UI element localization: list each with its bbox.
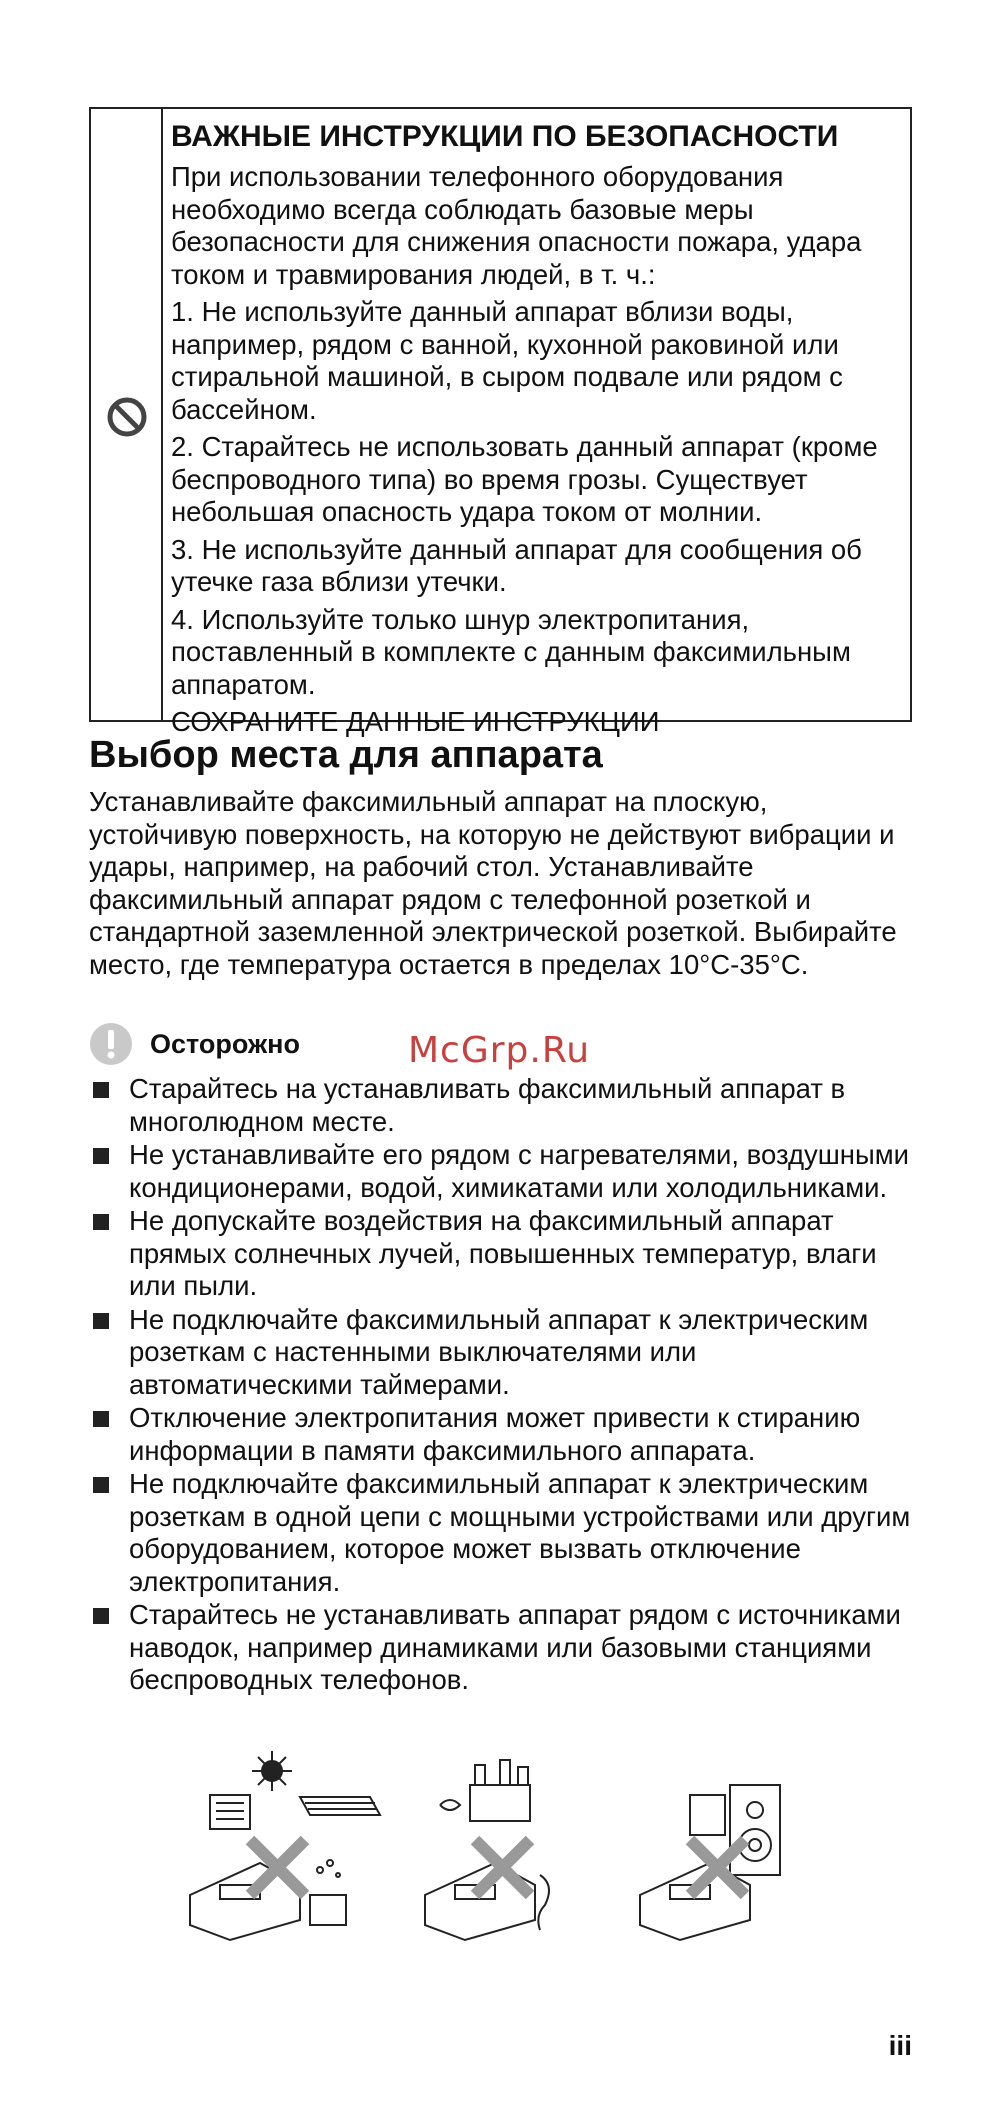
- caution-list: [89, 1073, 919, 1698]
- placement-illustration: [170, 1745, 830, 1945]
- list-item: Не подключайте факсимильный аппарат к электрическим розеткам в одной цепи с мощными устройствами или другим оборудованием, которое может вызвать отключение электропитания.: [89, 1468, 919, 1598]
- safety-paragraph: При использовании телефонного оборудования необходимо всегда соблюдать базовые меры безопасности для снижения опасности пожара, удара током и травмирования людей, в т. ч.:: [171, 161, 862, 290]
- list-item: Не подключайте факсимильный аппарат к электрическим розеткам с настенными выключателями или автоматическими таймерами.: [89, 1304, 919, 1402]
- safety-instructions-box: [89, 107, 912, 737]
- square-bullet-icon: [93, 1148, 109, 1164]
- square-bullet-icon: [93, 1082, 109, 1098]
- section-title: Выбор места для аппарата: [89, 734, 603, 776]
- section-intro: Устанавливайте факсимильный аппарат на плоскую, устойчивую поверхность, на которую не действуют вибрации и удары, например, на рабочий стол. Устанавливайте факсимильный аппарат рядом с телефонной розеткой и стандартной заземленной электрической розеткой. Выбирайте место, где температура остается в пределах 10°C-35°C.: [89, 786, 897, 980]
- list-item: Старайтесь на устанавливать факсимильный аппарат в многолюдном месте.: [89, 1073, 919, 1138]
- square-bullet-icon: [93, 1214, 109, 1230]
- safety-icon-column: [91, 109, 163, 720]
- safety-text: [163, 109, 910, 737]
- exclamation-icon: [89, 1022, 133, 1066]
- safety-paragraph: 1. Не используйте данный аппарат вблизи воды, например, рядом с ванной, кухонной раковиной или стиральной машиной, в сыром подвале или рядом с бассейном.: [171, 296, 843, 425]
- square-bullet-icon: [93, 1411, 109, 1427]
- list-item: Не допускайте воздействия на факсимильный аппарат прямых солнечных лучей, повышенных температур, влаги или пыли.: [89, 1205, 919, 1303]
- fax-near-water-chemicals-icon: [425, 1760, 549, 1940]
- fax-near-heat-sun-chemicals-icon: [190, 1751, 380, 1940]
- safety-paragraph: СОХРАНИТЕ ДАННЫЕ ИНСТРУКЦИИ: [171, 706, 660, 737]
- list-item: Не устанавливайте его рядом с нагревателями, воздушными кондиционерами, водой, химикатами или холодильниками.: [89, 1139, 919, 1204]
- square-bullet-icon: [93, 1477, 109, 1493]
- list-item: Старайтесь не устанавливать аппарат рядом с источниками наводок, например динамиками или базовыми станциями беспроводных телефонов.: [89, 1599, 919, 1697]
- square-bullet-icon: [93, 1313, 109, 1329]
- caution-label: Осторожно: [150, 1028, 300, 1059]
- square-bullet-icon: [93, 1608, 109, 1624]
- safety-paragraph: 3. Не используйте данный аппарат для сообщения об утечке газа вблизи утечки.: [171, 533, 862, 597]
- fax-near-speaker-icon: [640, 1785, 780, 1940]
- safety-paragraph: 2. Старайтесь не использовать данный аппарат (кроме беспроводного типа) во время грозы. Существует небольшая опасность удара током от молнии.: [171, 431, 878, 527]
- safety-title: ВАЖНЫЕ ИНСТРУКЦИИ ПО БЕЗОПАСНОСТИ: [171, 120, 839, 153]
- prohibition-icon: [105, 395, 149, 439]
- safety-paragraph: 4. Используйте только шнур электропитания, поставленный в комплекте с данным факсимильным аппаратом.: [171, 603, 851, 700]
- caution-header: [89, 1022, 300, 1066]
- watermark: McGrp.Ru: [408, 1030, 591, 1071]
- page-number: iii: [888, 2030, 912, 2061]
- list-item: Отключение электропитания может привести к стиранию информации в памяти факсимильного аппарата.: [89, 1402, 919, 1467]
